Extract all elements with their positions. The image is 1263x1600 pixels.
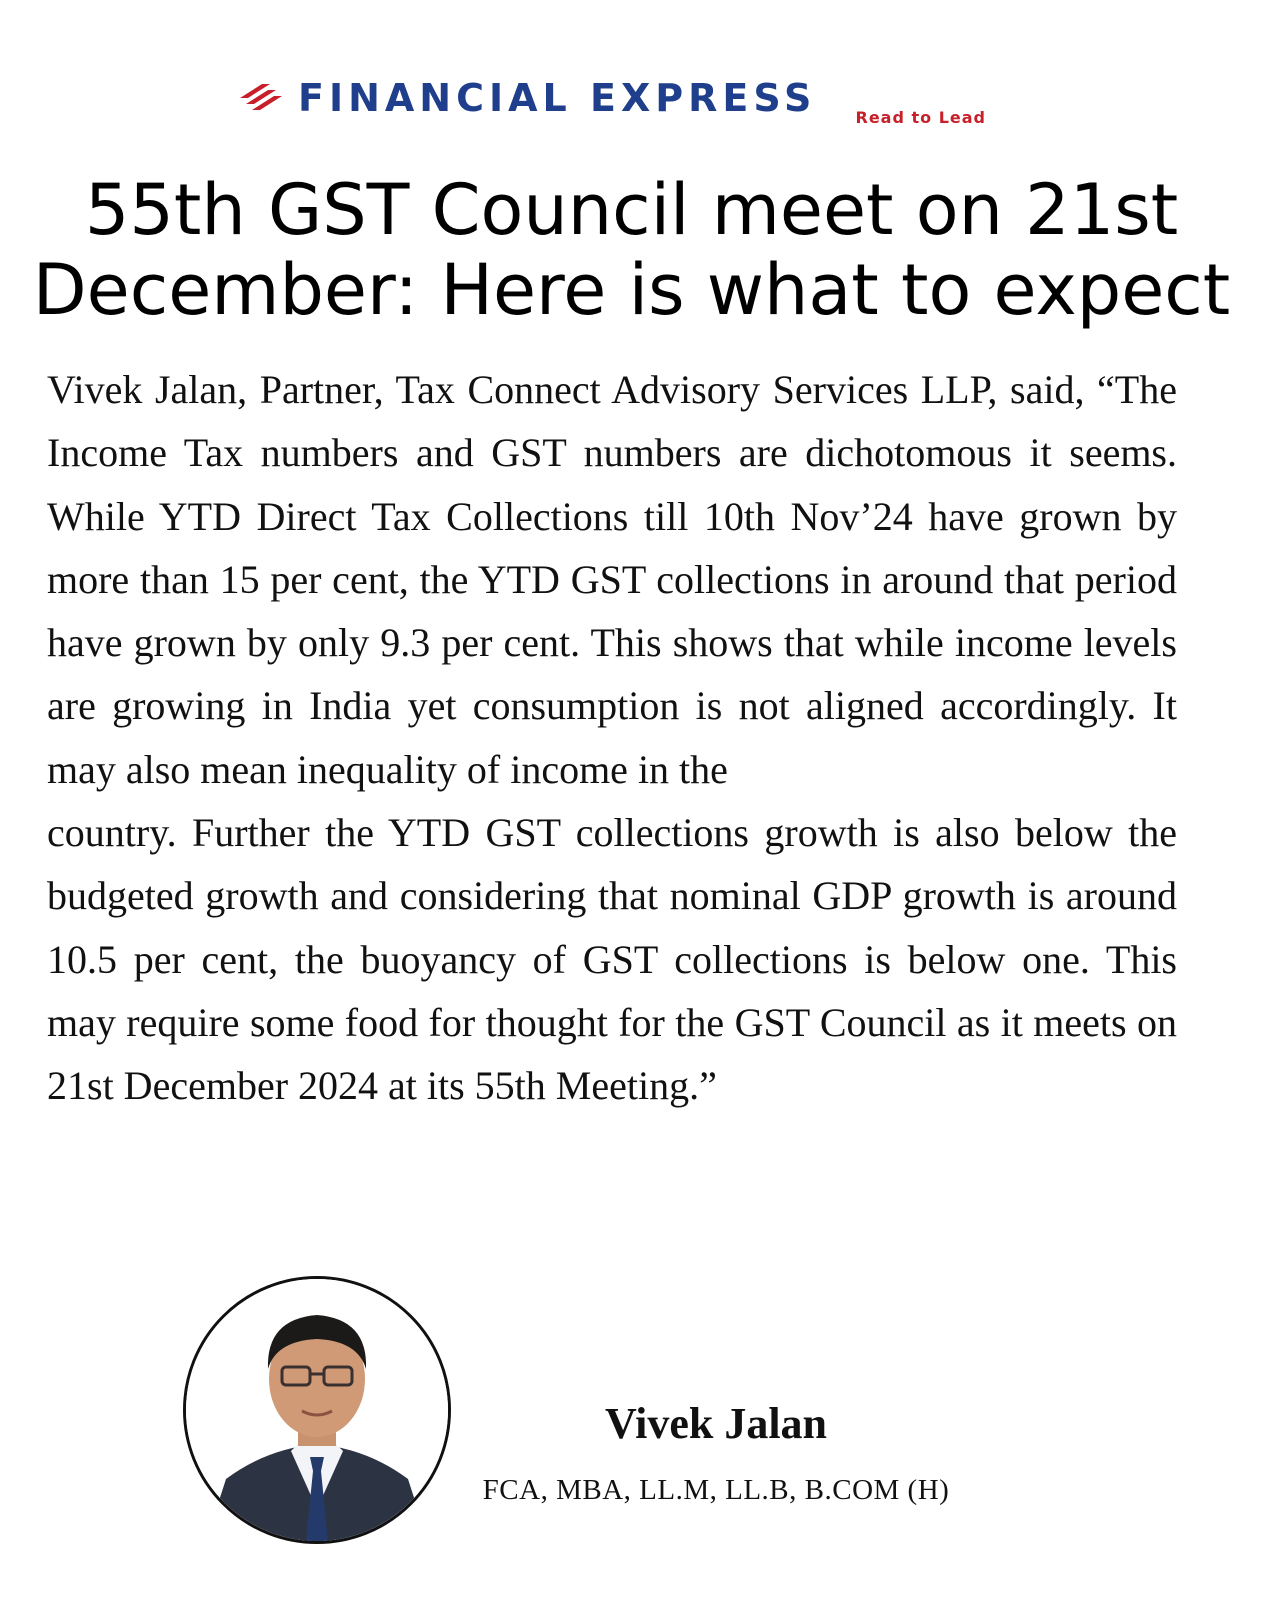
author-credentials: FCA, MBA, LL.M, LL.B, B.COM (H) [482, 1474, 950, 1506]
author-portrait-image [186, 1279, 448, 1541]
article-headline: 55th GST Council meet on 21st December: Here is what to expect [32, 169, 1231, 331]
article-body [47, 358, 1177, 1118]
masthead [236, 74, 1016, 134]
article-paragraph-1: Vivek Jalan, Partner, Tax Connect Advisory Services LLP, said, “The Income Tax numbers and GST numbers are dichotomous it seems. While YTD Direct Tax Collections till 10th Nov’24 have grown by more than 15 per cent, the YTD GST collections in around that period have grown by only 9.3 per cent. This shows that while income levels are growing in India yet consumption is not aligned accordingly. It may also mean inequality of income in the [47, 367, 1177, 792]
brand-tagline: Read to Lead [855, 108, 986, 127]
financial-express-logo-icon [236, 80, 288, 114]
article-paragraph-2: country. Further the YTD GST collections growth is also below the budgeted growth and considering that nominal GDP growth is around 10.5 per cent, the buoyancy of GST collections is below one. This may require some food for thought for the GST Council as it meets on 21st December 2024 at its 55th Meeting.” [47, 810, 1177, 1109]
author-photo [183, 1276, 451, 1544]
brand-name: FINANCIAL EXPRESS [298, 76, 817, 120]
author-name: Vivek Jalan [604, 1399, 828, 1448]
